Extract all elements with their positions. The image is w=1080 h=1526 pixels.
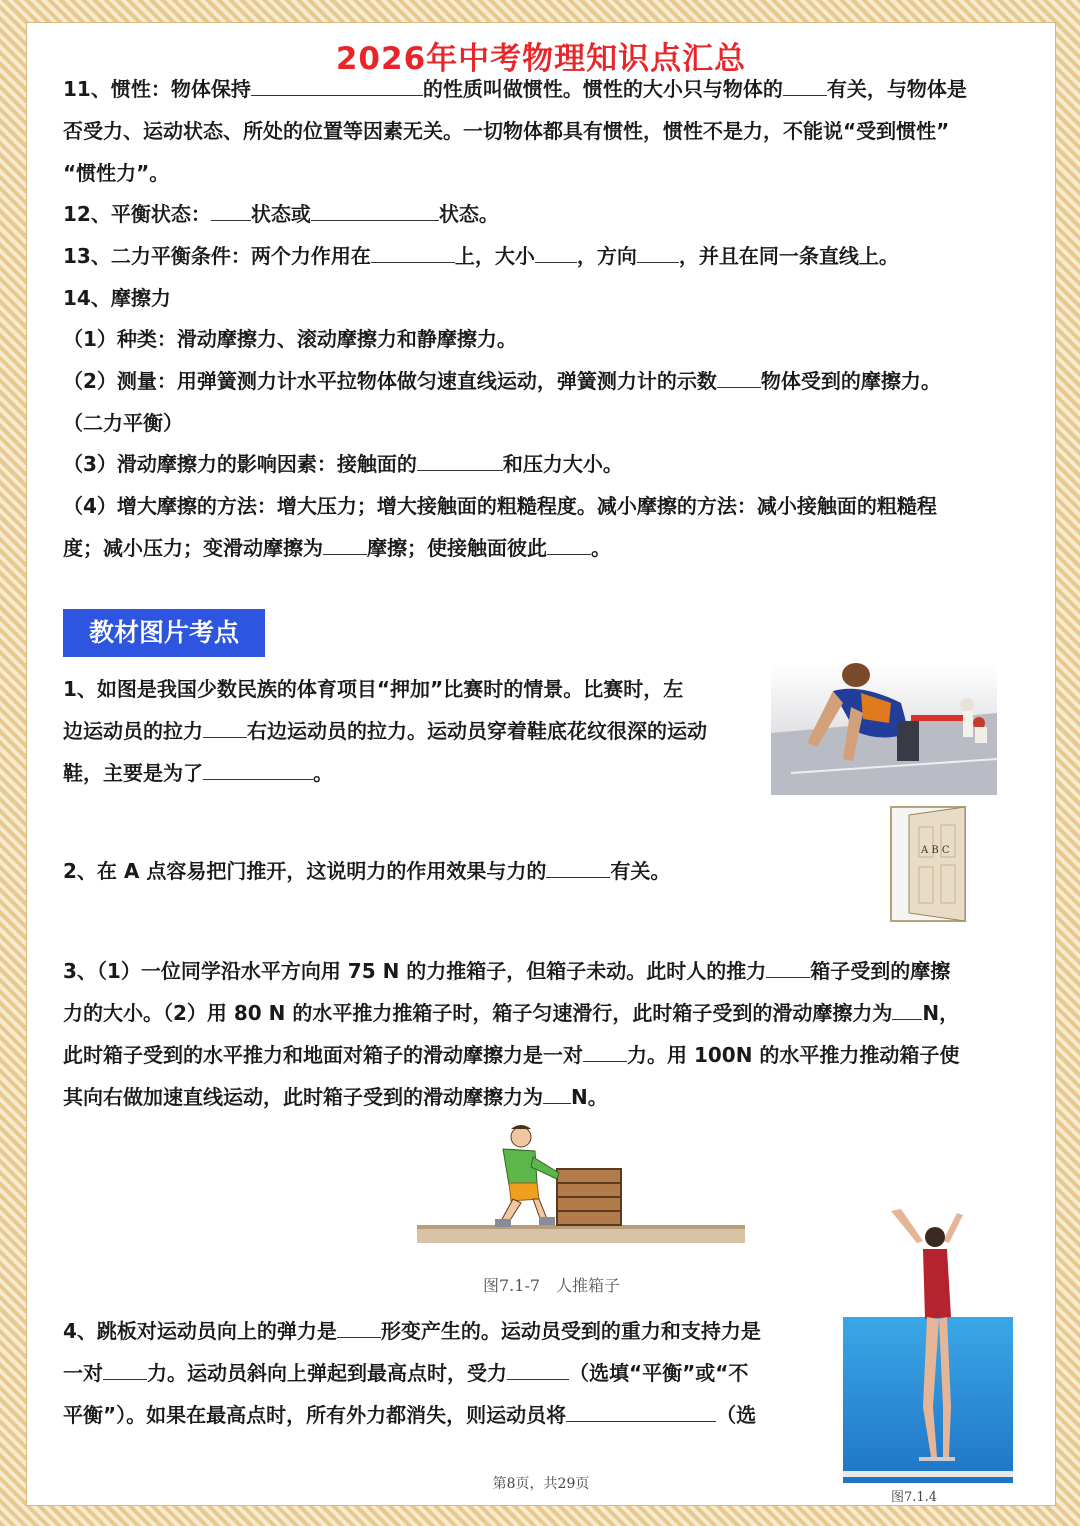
tug-of-war-image bbox=[771, 663, 997, 795]
q2-line: 2、在 A 点容易把门推开，这说明力的作用效果与力的 有关。 bbox=[63, 859, 671, 883]
item-11-line-1: 11、惯性：物体保持 的性质叫做惯性。惯性的大小只与物体的 有关，与物体是 bbox=[63, 77, 967, 101]
blank[interactable] bbox=[507, 1359, 569, 1380]
blank[interactable] bbox=[251, 75, 423, 96]
item-14-heading: 14、摩擦力 bbox=[63, 286, 171, 310]
blank[interactable] bbox=[323, 534, 367, 555]
q3-line-4: 其向右做加速直线运动，此时箱子受到的滑动摩擦力为 N。 bbox=[63, 1085, 608, 1109]
q3-line-2: 力的大小。（2）用 80 N 的水平推力推箱子时，箱子匀速滑行，此时箱子受到的滑动摩擦力为 N， bbox=[63, 1001, 960, 1025]
item-14-3: （3）滑动摩擦力的影响因素：接触面的 和压力大小。 bbox=[63, 452, 623, 476]
blank[interactable] bbox=[637, 242, 679, 263]
item-14-2-note: （二力平衡） bbox=[63, 411, 183, 435]
q3-line-3: 此时箱子受到的水平推力和地面对箱子的滑动摩擦力是一对 力。用 100N 的水平推力推动箱子使 bbox=[63, 1043, 960, 1067]
blank[interactable] bbox=[371, 242, 455, 263]
item-14-4-line-1: （4）增大摩擦的方法：增大压力；增大接触面的粗糙程度。减小摩擦的方法：减小接触面的粗糙程 bbox=[63, 494, 937, 518]
q4-line-3: 平衡”）。如果在最高点时，所有外力都消失，则运动员将 （选 bbox=[63, 1403, 757, 1427]
q1-line-2: 边运动员的拉力 右边运动员的拉力。运动员穿着鞋底花纹很深的运动 bbox=[63, 719, 707, 743]
blank[interactable] bbox=[892, 999, 922, 1020]
item-14-2: （2）测量：用弹簧测力计水平拉物体做匀速直线运动，弹簧测力计的示数 物体受到的摩擦力。 bbox=[63, 369, 941, 393]
q4-line-1: 4、跳板对运动员向上的弹力是 形变产生的。运动员受到的重力和支持力是 bbox=[63, 1319, 761, 1343]
blank[interactable] bbox=[717, 367, 761, 388]
door-image bbox=[889, 805, 973, 923]
q4-line-2: 一对 力。运动员斜向上弹起到最高点时，受力 （选填“平衡”或“不 bbox=[63, 1361, 749, 1385]
blank[interactable] bbox=[311, 200, 439, 221]
blank[interactable] bbox=[211, 200, 251, 221]
blank[interactable] bbox=[583, 1041, 627, 1062]
q1-line-3: 鞋，主要是为了 。 bbox=[63, 761, 333, 785]
door-point-labels: A B C bbox=[921, 845, 950, 856]
page-footer: 第8页，共29页 bbox=[492, 1476, 590, 1492]
blank[interactable] bbox=[417, 450, 503, 471]
blank[interactable] bbox=[337, 1317, 381, 1338]
document-page bbox=[26, 22, 1056, 1506]
item-12: 12、平衡状态： 状态或 状态。 bbox=[63, 202, 499, 226]
push-box-image bbox=[417, 1121, 747, 1251]
page-title: 2026年中考物理知识点汇总 bbox=[335, 41, 747, 77]
figure-caption: 图7.1-7 人推箱子 bbox=[483, 1276, 621, 1295]
blank[interactable] bbox=[766, 957, 810, 978]
blank[interactable] bbox=[547, 534, 591, 555]
blank[interactable] bbox=[546, 857, 610, 878]
item-11-line-3: “惯性力”。 bbox=[63, 161, 170, 185]
item-11-line-2: 否受力、运动状态、所处的位置等因素无关。一切物体都具有惯性，惯性不是力，不能说“受到惯性” bbox=[63, 119, 950, 143]
diver-image bbox=[839, 1207, 1015, 1505]
item-14-4-line-2: 度；减小压力；变滑动摩擦为 摩擦；使接触面彼此 。 bbox=[63, 536, 611, 560]
diver-caption: 图7.1.4 bbox=[891, 1490, 938, 1505]
blank[interactable] bbox=[203, 717, 247, 738]
item-13: 13、二力平衡条件：两个力作用在 上，大小 ，方向 ，并且在同一条直线上。 bbox=[63, 244, 899, 268]
section-title: 教材图片考点 bbox=[63, 609, 265, 657]
q3-line-1: 3、（1）一位同学沿水平方向用 75 N 的力推箱子，但箱子未动。此时人的推力 箱子受到的摩擦 bbox=[63, 959, 951, 983]
blank[interactable] bbox=[203, 759, 313, 780]
blank[interactable] bbox=[535, 242, 577, 263]
blank[interactable] bbox=[543, 1083, 571, 1104]
blank[interactable] bbox=[103, 1359, 147, 1380]
blank[interactable] bbox=[783, 75, 827, 96]
blank[interactable] bbox=[566, 1401, 716, 1422]
q1-line-1: 1、如图是我国少数民族的体育项目“押加”比赛时的情景。比赛时，左 bbox=[63, 677, 684, 701]
item-14-1: （1）种类：滑动摩擦力、滚动摩擦力和静摩擦力。 bbox=[63, 327, 517, 351]
